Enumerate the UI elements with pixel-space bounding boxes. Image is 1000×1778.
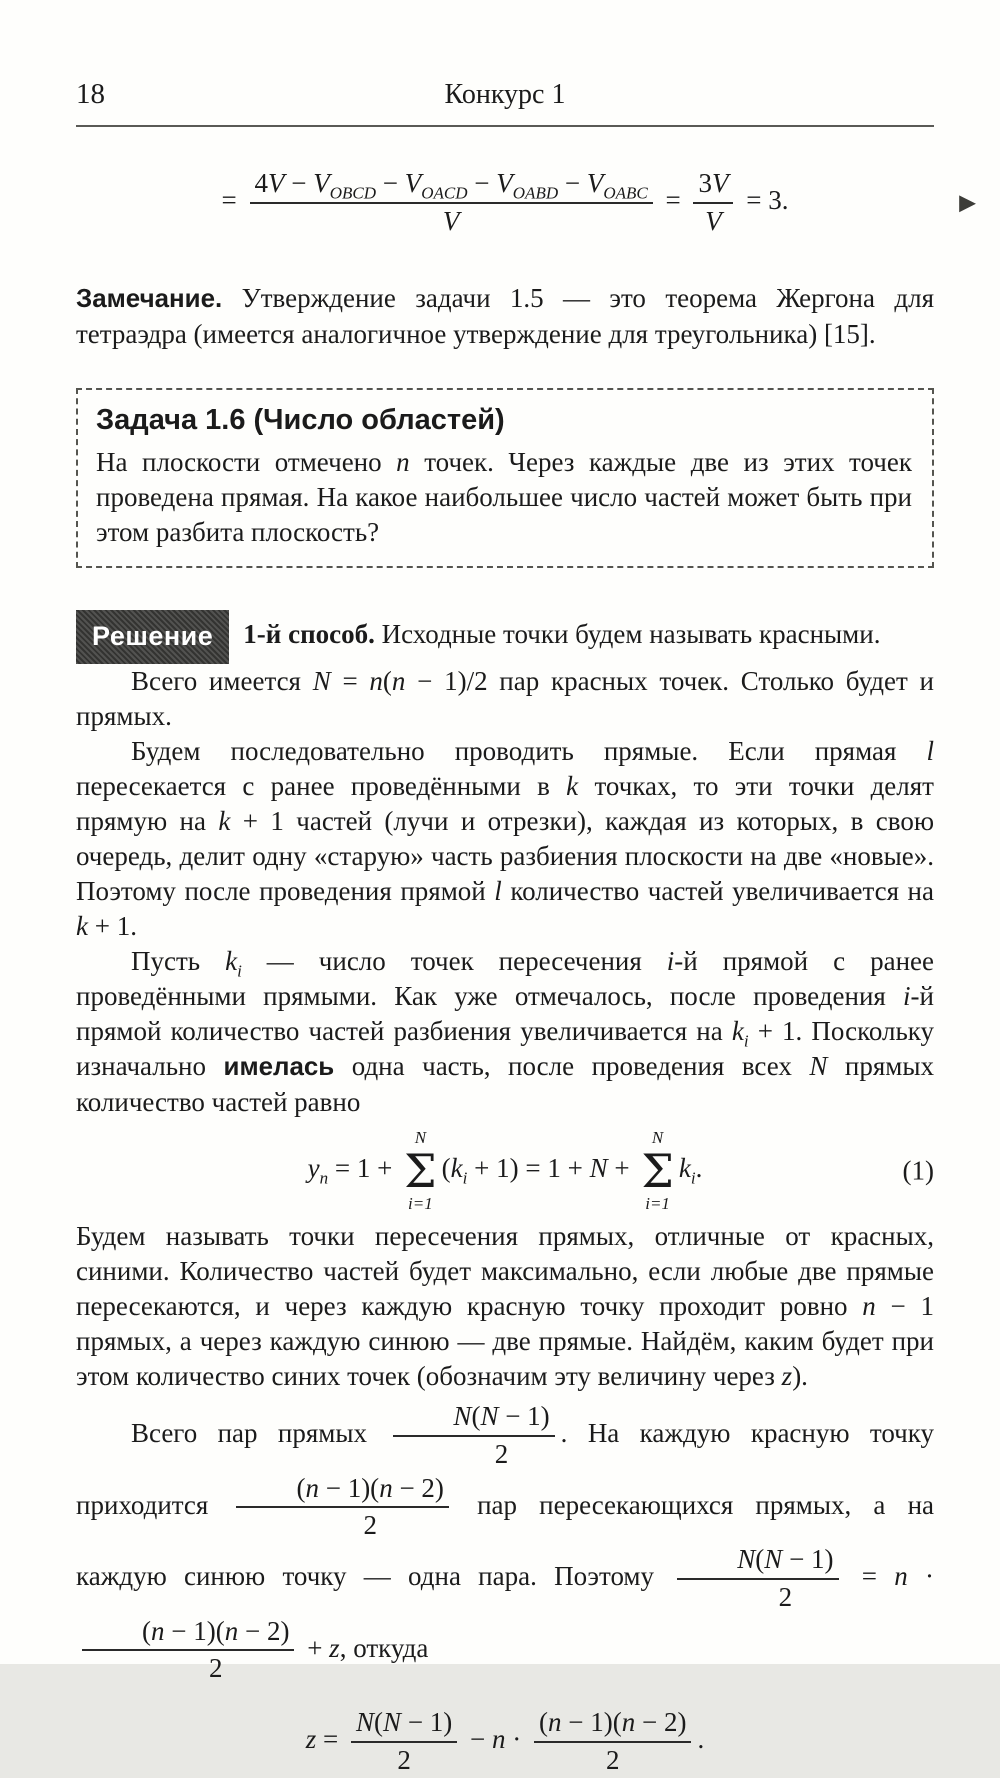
- running-title: Конкурс 1: [444, 79, 566, 110]
- page-header: [76, 78, 934, 127]
- equation-top-body: = $\frac{4V - V_{OBCD} - V_{OACD} - V_{OABD} - V_{OABC}}{V}$ = $\frac{3V}{V}$ = 3.: [221, 168, 789, 236]
- solution-paragraph-6: Всего пар прямых $\frac{N(N - 1)}{2}$ . На каждую красную точку приходится $\frac{(n - 1)(n - 2)}{2}$ пар пересекающихся прямых, а на каждую синюю точку — одна пара. Поэтому $\frac{N(N - 1)}{2}$ = n · $\frac{(n - 1)(n - 2)}{2}$ + z, откуда: [76, 1401, 935, 1684]
- problem-statement: На плоскости отмечено n точек. Через каждые две из этих точек проведена прямая. На какое наибольшее число частей может быть при этом разбита плоскость?: [96, 447, 912, 547]
- problem-title: Задача 1.6 (Число областей): [96, 404, 505, 436]
- equation-number: (1): [902, 1155, 934, 1185]
- problem-box: [76, 388, 934, 568]
- equation-1-body: $y_n = 1$ + N Σ i=1 $(k_i + 1) = 1 + N$ + N Σ i=1 $k_i$.: [307, 1128, 703, 1213]
- qed-triangle-icon: ▶: [959, 189, 976, 215]
- solution-paragraph-4: Пусть $k_i$ — число точек пересечения i-й прямой с ранее проведёнными прямыми. Как уже отмечалось, после проведения i-й прямой количество частей разбиения увеличивается на $k_i + 1$. Поскольку изначально имелась одна часть, после проведения всех N прямых количество частей равно: [76, 946, 934, 1117]
- solution-first-line: [76, 610, 934, 664]
- solution-badge: Решение: [76, 610, 229, 664]
- remark-paragraph: Замечание. Утверждение задачи 1.5 — это теорема Жергона для тетраэдра (имеется аналогичное утверждение для треугольника) [15].: [76, 283, 934, 349]
- solution-paragraph-2: Всего имеется N = n(n − 1)/2 пар красных точек. Столько будет и прямых.: [76, 666, 934, 731]
- page-number: 18: [76, 78, 105, 110]
- solution-paragraph-3: Будем последовательно проводить прямые. Если прямая l пересекается с ранее проведёнными в k точках, то эти точки делят прямую на k + 1 частей (лучи и отрезки), каждая из которых, в свою очередь, делит одну «старую» часть разбиения плоскости на две «новые». Поэтому после проведения прямой l количество частей увеличивается на k + 1.: [76, 736, 934, 941]
- equation-top: [76, 155, 976, 251]
- solution-section: [76, 610, 934, 1778]
- solution-paragraph-5: Будем называть точки пересечения прямых, отличные от красных, синими. Количество частей будет максимально, если любые две прямые пересекаются, и через каждую красную точку проходит ровно n − 1 прямых, а через каждую синюю — две прямые. Найдём, каким будет при этом количество синих точек (обозначим эту величину через z).: [76, 1221, 934, 1392]
- equation-final-body: z = $\frac{N(N - 1)}{2}$ − n · $\frac{(n - 1)(n - 2)}{2}$ .: [305, 1707, 705, 1775]
- equation-1: [76, 1128, 934, 1213]
- equation-final: [76, 1706, 934, 1778]
- solution-method-text: 1-й способ. Исходные точки будем называть красными.: [243, 619, 881, 650]
